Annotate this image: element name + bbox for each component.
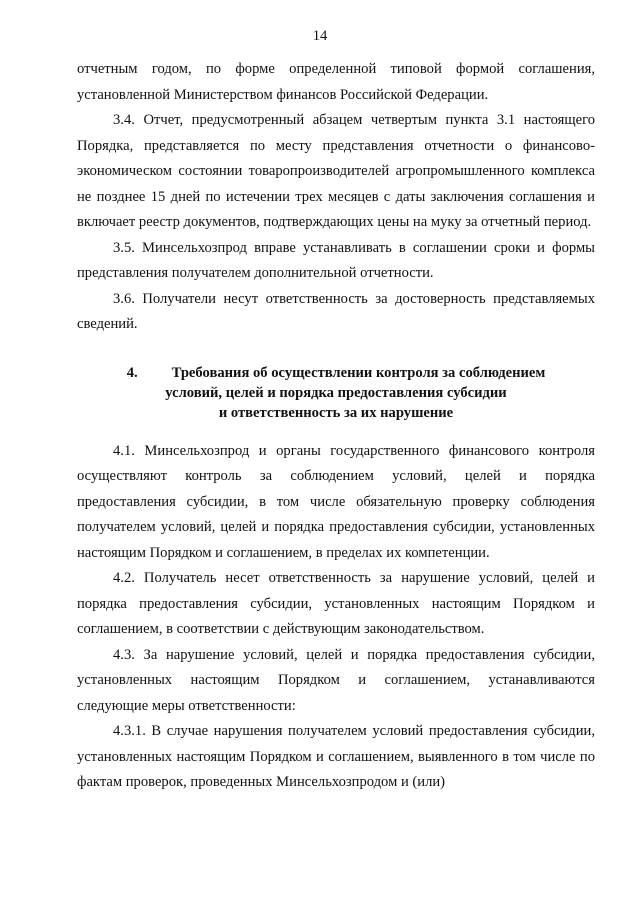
paragraph-4-2: 4.2. Получатель несет ответственность за нарушение условий, целей и порядка предоставления субсидии, установленных настоящим Порядком и соглашением, в соответствии с действующим законодательством. (77, 570, 595, 637)
heading-line-3: и ответственность за их нарушение (218, 404, 454, 421)
paragraph-4-3-1: 4.3.1. В случае нарушения получателем условий предоставления субсидии, установленных настоящим Порядком и соглашением, выявленного в том числе по фактам проверок, проведенных Минсельхозпродом и (или) (77, 723, 595, 790)
paragraph-intro: отчетным годом, по форме определенной типовой формой соглашения, установленной Министерством финансов Российской Федерации. (77, 61, 595, 103)
paragraph-4-1: 4.1. Минсельхозпрод и органы государственного финансового контроля осуществляют контроль за соблюдением условий, целей и порядка предоставления субсидии, в том числе обязательную проверку соблюдения получателем условий, целей и порядка предоставления субсидии, установленных настоящим Порядком и соглашением, в пределах их компетенции. (77, 442, 595, 561)
section-heading (77, 363, 595, 423)
section-number: 4. (126, 364, 138, 381)
document-body (77, 57, 595, 796)
paragraph-3-4: 3.4. Отчет, предусмотренный абзацем четвертым пункта 3.1 настоящего Порядка, представляется по месту представления отчетности о финансово-экономическом состоянии товаропроизводителей агропромышленного комплекса не позднее 15 дней по истечении трех месяцев с даты заключения соглашения и включает реестр документов, подтверждающих цены на муку за отчетный период. (77, 112, 595, 230)
paragraph-4-3: 4.3. За нарушение условий, целей и порядка предоставления субсидии, установленных настоящим Порядком и соглашением, устанавливаются следующие меры ответственности: (77, 646, 595, 714)
heading-line-2: условий, целей и порядка предоставления субсидии (165, 384, 507, 401)
heading-line-1: Требования об осуществлении контроля за соблюдением (171, 364, 546, 381)
paragraph-3-5: 3.5. Минсельхозпрод вправе устанавливать в соглашении сроки и формы представления получателем дополнительной отчетности. (77, 239, 595, 281)
page-number: 14 (312, 28, 328, 44)
paragraph-3-6: 3.6. Получатели несут ответственность за достоверность представляемых сведений. (77, 290, 595, 332)
